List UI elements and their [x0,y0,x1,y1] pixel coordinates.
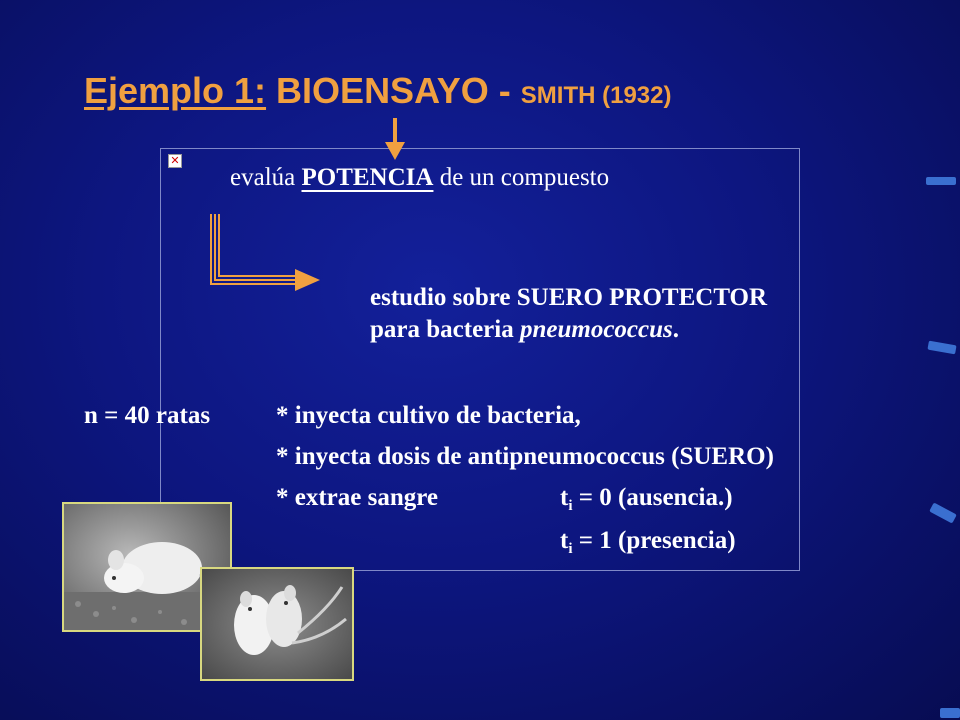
slide-title [84,70,671,112]
study-line-2 [370,316,679,344]
title-author: SMITH (1932) [520,82,672,109]
study-line-1: estudio sobre SUERO PROTECTOR [370,284,768,311]
rat-image-2 [202,569,352,679]
time-absence [560,484,733,512]
arrow-down-icon [380,118,410,162]
t-subscript: i [568,541,573,557]
rat-photo-2 [200,567,354,681]
elbow-arrow-icon [205,212,325,298]
study-organism: pneumococcus [519,316,673,343]
title-subject: BIOENSAYO - [266,70,521,111]
title-example: Ejemplo 1: [84,70,267,111]
intro-suffix: de un compuesto [433,164,610,191]
intro-line [230,164,609,192]
decor-dash [926,177,956,185]
time-presence [560,527,736,555]
protocol-step-2: * inyecta dosis de antipneumococcus (SUERO) [276,443,774,470]
decor-dash [929,502,957,523]
study-line-2-prefix: para bacteria [370,316,520,343]
t-symbol: t [560,484,569,511]
decor-dash [927,341,956,355]
broken-image-icon: ✕ [168,154,182,168]
intro-keyword: POTENCIA [301,164,434,191]
protocol-step-3: * extrae sangre [276,484,438,511]
sample-size: n = 40 ratas [84,402,211,429]
intro-prefix: evalúa [230,164,302,191]
t-symbol: t [560,527,569,554]
t1-text: = 1 (presencia) [572,527,736,554]
decor-dash [940,708,960,718]
t-subscript: i [568,498,573,514]
study-line-2-suffix: . [672,316,679,343]
t0-text: = 0 (ausencia.) [572,484,733,511]
protocol-step-1: * inyecta cultivo de bacteria, [276,402,581,429]
